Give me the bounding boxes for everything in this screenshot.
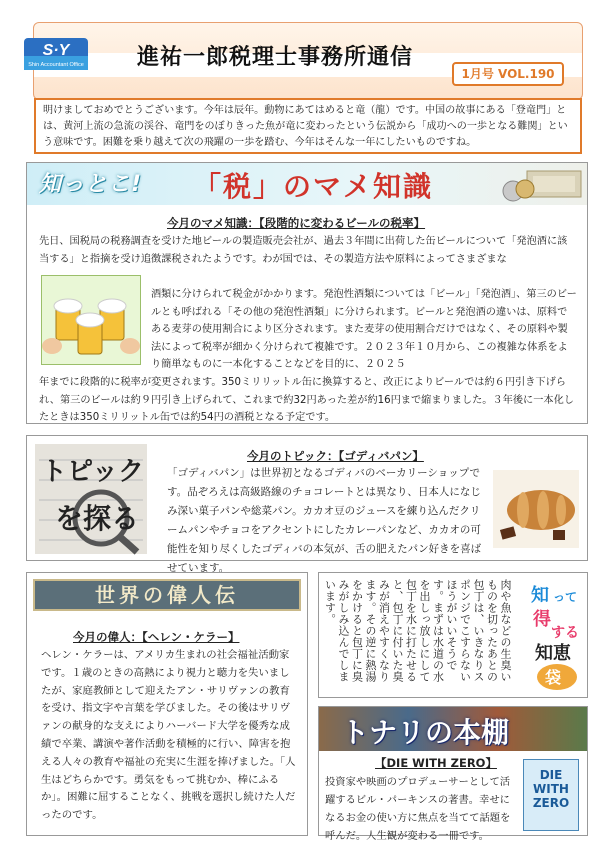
svg-text:Shin Accountant Office: Shin Accountant Office — [28, 62, 84, 68]
topic-body: 「ゴディバパン」は世界初となるゴディバのベーカリーショップです。品ぞろえは高級路線のチョコレートとは異なり、日本人になじみ深い菓子パンや総菜パン。カカオ豆のジュースを練り込んだクリームパンやチョコをアクセントにしたカレーパンなど、カカオの可能性を知り尽くしたゴディバの本気が、舌の肥えたパン好きを喜ばせています。 — [167, 467, 482, 574]
newspaper-magnifier-icon — [31, 440, 151, 558]
svg-text:って: って — [553, 590, 578, 604]
tax-tips-title: 「税」のマメ知識 — [193, 170, 434, 203]
svg-text:する: する — [551, 625, 579, 641]
great-person-banner: 世界の偉人伝 — [33, 579, 301, 611]
topic-heading: 今月のトピック：【ゴディバパン】 — [247, 449, 424, 463]
book-description: 投資家や映画のプロデューサーとして活躍するビル・パーキンスの著書。幸せになるお金の使い方に焦点を当てて話題を呼んだ。人生観が変わる一冊です。 — [325, 776, 511, 842]
book-title-heading: 【DIE WITH ZERO】 — [375, 756, 497, 770]
svg-text:知恵: 知恵 — [535, 643, 571, 664]
tax-tips-body: 酒類に分けられて税金がかかります。発泡性酒類については「ビール」「発泡酒」、第三のビールとも呼ばれる「その他の発泡性酒類」に分けられます。ビールと発泡酒の違いは、原料である麦芽の使用割合により区分されます。また麦芽の使用割合だけではなく、その原料や製法によって税率が細かく分けられて複雑です。２０２３年１０月から、この複雑な体系をより簡単なものに一本化することなどを目的に、２０２５ — [151, 289, 577, 371]
chocolate-bread-illustration — [493, 470, 579, 548]
life-tip-section — [318, 572, 588, 698]
great-person-heading: 今月の偉人：【ヘレン・ケラー】 — [73, 630, 240, 644]
tax-tips-section — [26, 162, 588, 424]
office-logo — [24, 38, 88, 70]
tax-tips-intro: 先日、国税局の税務調査を受けた地ビールの製造販売会社が、過去３年間に出荷した缶ビールについて「発泡酒に該当する」と指摘を受け追徴課税されたようです。わが国では、その製造方法や原料によってさまざまな — [39, 236, 568, 265]
great-person-section — [26, 572, 308, 836]
coins-icon — [497, 167, 583, 203]
issue-badge: 1月号 VOL.190 — [452, 62, 564, 86]
life-tip-logo — [527, 579, 583, 693]
svg-text:得: 得 — [533, 609, 551, 630]
life-tip-body: 肉や魚などの生臭いものを切ったあとの包丁は、いきなりスポンジでこすらないほうがいいそうです。まずは水道の水を出しっ放しにして包丁を水に打たせると、包丁に付いた臭みが消えやすくなります。その逆に熱湯をかけると包丁に臭みがしみ込んでしまいます。 — [323, 579, 512, 683]
bookshelf-title: トナリの本棚 — [341, 716, 510, 749]
new-year-greeting: 明けましておめでとうございます。今年は辰年。動物にあてはめると竜（龍）です。中国の故事にある「登竜門」とは、黄河上流の急流の渓谷、竜門をのぼりきった魚が竜に変わったという伝説から「成功への一歩となる難関」という意味です。困難を乗り越えて次の飛躍の一歩を踏む、今年はそんな一年にしたいものですね。 — [34, 98, 582, 154]
newsletter-title: 進祐一郎税理士事務所通信 — [137, 45, 414, 70]
great-person-body: ヘレン・ケラーは、アメリカ生まれの社会福祉活動家です。１歳のときの高熱により視力と聴力を失いましたが、家庭教師として迎えたアン・サリヴァンの教育を受け、指文字や言葉を学びました。その後はサリヴァンの献身的な支えによりハーバード大学を優秀な成績で卒業、講演や著作活動を積極的に行い、障害を抱える人々の教育や福祉の充実に生涯を捧げました。「人生はどちらかです。勇気をもって挑むか、棒にふるか」。困難に屈することなく、挑戦を選択し続けた人だったのです。 — [41, 649, 296, 822]
topic-logo-line1: トピック — [41, 457, 144, 487]
topic-section — [26, 435, 588, 574]
topic-logo-line2: を探る — [55, 502, 140, 535]
beer-toast-illustration — [41, 275, 141, 365]
svg-text:袋: 袋 — [545, 668, 562, 687]
tax-tips-subtitle: 知っとこ! — [39, 172, 143, 197]
tax-tips-heading: 今月のマメ知識：【段階的に変わるビールの税率】 — [167, 216, 426, 230]
tax-tips-conclusion: 年までに段階的に税率が変更されます。350ミリリットル缶に換算すると、改正によりビールでは約６円引き下げられ、第三のビールは約９円引き上げられて、これまで約32円あった差が約16円まで縮まりました。３年後に一本化したときは350ミリリットル缶では約54円の酒税となる予定です。 — [39, 377, 574, 424]
bookshelf-section — [318, 706, 588, 842]
svg-text:S·Y: S·Y — [42, 42, 70, 59]
svg-text:知: 知 — [531, 585, 549, 606]
book-cover: DIE WITH ZERO — [523, 759, 579, 831]
